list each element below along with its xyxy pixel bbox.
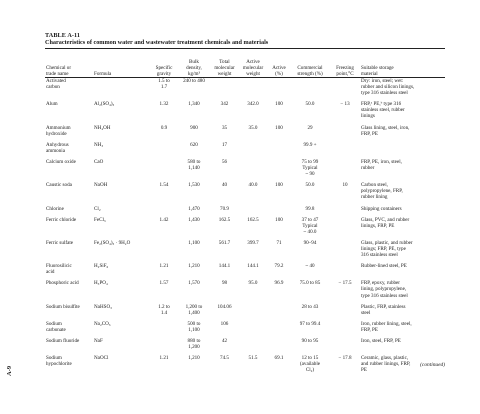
cell-commercial-strength: 97 to 99.4 <box>299 320 321 327</box>
cell-specific-gravity: 1.21 <box>159 355 169 362</box>
cell-storage-material: FRP, epoxy, rubber lining, polypropylene, type 316 stainless steel <box>361 280 408 299</box>
cell-storage-material: Dry: iron, steel; wet: rubber and silicon linings, type 316 stainless steel <box>361 78 415 97</box>
cell-specific-gravity: 1.57 <box>159 280 169 287</box>
cell-formula: Na₂CO₃ <box>94 320 111 327</box>
col-header-commercial-strength: Commercial strength (%) <box>297 64 323 77</box>
cell-chemical: Alum <box>46 101 58 108</box>
cell-formula: NH₃ <box>94 141 104 148</box>
cell-bulk-density: 1,210 <box>188 263 200 270</box>
cell-total-mw: 98 <box>221 280 228 287</box>
top-rule <box>45 48 445 49</box>
table-body <box>45 78 445 378</box>
table-row <box>45 338 445 355</box>
cell-active-pct: 100 <box>275 182 283 189</box>
cell-total-mw: 17 <box>221 141 228 148</box>
col-header-active-mw: Active molecular weight <box>242 58 264 77</box>
cell-storage-material <box>360 142 445 159</box>
cell-total-mw: 74.5 <box>220 355 229 362</box>
cell-bulk-density: 580 to 1,140 <box>187 158 201 172</box>
cell-bulk-density: 900 <box>190 124 198 131</box>
cell-active-mw <box>238 159 268 182</box>
cell-bulk-density: 1,530 <box>188 182 200 189</box>
cell-active-pct: 69.1 <box>274 355 284 362</box>
cell-commercial-strength: 37 to 47 Typical ~ 40.0 <box>301 216 319 235</box>
cell-formula: NaF <box>94 338 103 344</box>
cell-commercial-strength: 12 to 15 (available Cl₂) <box>299 355 321 374</box>
table-row <box>45 142 445 159</box>
cell-bulk-density: 1,430 <box>188 216 200 223</box>
cell-active-pct <box>268 338 290 355</box>
col-header-freezing-point: Freezing point,°C <box>336 64 354 77</box>
col-header-active-pct: Active (%) <box>272 64 286 77</box>
header-row <box>45 50 445 78</box>
cell-active-pct <box>268 142 290 159</box>
cell-storage-material: Rubber-lined steel, PE <box>361 263 407 270</box>
cell-freezing-point <box>330 304 360 321</box>
cell-commercial-strength: 99.8 <box>305 205 315 212</box>
cell-bulk-density: 1,470 <box>188 205 200 212</box>
cell-total-mw: 40 <box>221 182 228 189</box>
cell-freezing-point: − 13 <box>340 101 350 108</box>
cell-storage-material: Shipping containers <box>361 205 402 212</box>
table-row <box>45 304 445 321</box>
cell-formula: NaOH <box>94 182 108 189</box>
cell-total-mw: 144.1 <box>218 263 231 270</box>
cell-active-pct: 100 <box>275 124 283 131</box>
cell-bulk-density: 500 to 1,100 <box>187 320 201 333</box>
cell-active-mw <box>238 78 268 101</box>
table-row <box>45 125 445 142</box>
cell-total-mw: 70.9 <box>220 205 229 212</box>
cell-active-mw <box>238 338 268 355</box>
table-row <box>45 263 445 280</box>
cell-storage-material: Iron, steel, FRP, PE <box>361 338 401 344</box>
cell-storage-material: Glass, PVC, and rubber linings, FRP, PE <box>361 216 410 229</box>
cell-commercial-strength: 75 to 99 Typical ~ 90 <box>301 158 319 178</box>
cell-total-mw: 561.7 <box>218 239 231 246</box>
cell-bulk-density: 240 to 480 <box>183 78 205 84</box>
cell-specific-gravity: 1.5 to 1.7 <box>158 78 170 91</box>
table-row <box>45 217 445 240</box>
cell-specific-gravity <box>151 206 177 217</box>
cell-chemical: Caustic soda <box>46 182 72 189</box>
cell-chemical: Ammonium hydroxide <box>46 124 71 137</box>
cell-specific-gravity <box>151 321 177 338</box>
cell-active-mw: 40.0 <box>248 182 258 189</box>
cell-commercial-strength: 50.0 <box>305 182 315 189</box>
cell-active-mw: 95.0 <box>248 280 258 287</box>
cell-active-pct <box>268 321 290 338</box>
table-row <box>45 78 445 101</box>
cell-formula: Cl₂ <box>94 205 101 212</box>
cell-storage-material: Carbon steel, polypropylene, FRP, rubber lining <box>361 182 403 201</box>
cell-chemical: Phosphoric acid <box>46 280 79 287</box>
cell-total-mw <box>211 78 238 101</box>
cell-total-mw: 42 <box>221 338 228 344</box>
cell-active-pct <box>268 304 290 321</box>
cell-freezing-point: − 17.5 <box>338 280 352 287</box>
cell-specific-gravity: 1.54 <box>159 182 169 189</box>
cell-commercial-strength: 90 to 95 <box>301 338 319 344</box>
cell-freezing-point <box>330 125 360 142</box>
cell-storage-material: FRP,ᵃ PE,ᵇ type 316 stainless steel, rubber linings <box>361 101 405 120</box>
cell-active-mw: 51.5 <box>248 355 258 362</box>
cell-active-mw: 144.1 <box>247 263 259 270</box>
cell-bulk-density: 1,570 <box>188 280 200 287</box>
cell-freezing-point <box>330 263 360 280</box>
cell-formula: Al₂(SO₄)₃ <box>94 101 115 108</box>
cell-active-pct <box>268 206 290 217</box>
cell-active-pct: 100 <box>275 101 283 108</box>
col-header-specific-gravity: Specific gravity <box>155 64 173 77</box>
cell-freezing-point <box>330 338 360 355</box>
cell-chemical: Sodium hypochlorite <box>46 355 72 368</box>
cell-freezing-point: 10 <box>342 182 348 189</box>
cell-storage-material: Glass, plastic, and rubber linings; FRP, PE, type 316 stainless steel <box>361 239 413 259</box>
cell-active-mw: 399.7 <box>247 239 259 246</box>
cell-active-pct: 71 <box>276 239 282 246</box>
cell-active-mw <box>238 321 268 338</box>
table-row <box>45 280 445 303</box>
cell-chemical: Sodium fluoride <box>46 338 80 344</box>
cell-commercial-strength: 29 <box>307 124 313 131</box>
cell-active-mw <box>238 304 268 321</box>
cell-storage-material: Ceramic, glass, plastic, and rubber linings, FRP, PE <box>361 355 411 374</box>
cell-bulk-density: 1,200 to 1,400 <box>185 303 203 316</box>
cell-storage-material: FRP, PE, iron, steel, rubber <box>361 158 402 172</box>
cell-active-pct <box>268 159 290 182</box>
cell-bulk-density: 880 to 1,200 <box>187 338 201 351</box>
cell-specific-gravity <box>151 159 177 182</box>
cell-total-mw: 106 <box>220 320 229 327</box>
cell-commercial-strength: 50.0 <box>305 101 315 108</box>
cell-formula: H₃PO₄ <box>94 280 108 287</box>
cell-freezing-point <box>330 206 360 217</box>
cell-chemical: Activated carbon <box>46 78 66 91</box>
cell-chemical: Fluorosilicic acid <box>46 263 72 276</box>
cell-formula: Fe₂(SO₄)₃ · 9H₂O <box>94 239 131 246</box>
cell-active-mw <box>238 206 268 217</box>
cell-commercial-strength: 28 to 43 <box>301 303 319 310</box>
cell-active-mw <box>238 142 268 159</box>
cell-bulk-density: 1,100 <box>188 239 200 246</box>
cell-active-mw: 162.5 <box>247 216 259 223</box>
continued-note: (continued) <box>420 362 445 368</box>
cell-chemical: Ferric chloride <box>46 216 77 223</box>
cell-specific-gravity: 1.32 <box>159 101 169 108</box>
cell-active-pct: 96.9 <box>274 280 284 287</box>
table-caption: Characteristics of common water and wastewater treatment chemicals and materials <box>45 39 269 46</box>
cell-specific-gravity: 0.9 <box>160 124 168 131</box>
cell-specific-gravity: 1.42 <box>159 216 169 223</box>
cell-freezing-point <box>330 142 360 159</box>
cell-chemical: Sodium bisulfite <box>46 303 80 310</box>
cell-specific-gravity: 1.21 <box>159 263 169 270</box>
cell-active-mw: 342.0 <box>247 101 259 108</box>
cell-commercial-strength: 75.0 to 85 <box>299 280 321 287</box>
cell-chemical: Ferric sulfate <box>46 239 74 246</box>
cell-freezing-point <box>330 321 360 338</box>
chemicals-table <box>45 50 445 378</box>
cell-chemical: Chlorine <box>46 205 64 212</box>
cell-total-mw: 104.06 <box>217 303 232 310</box>
cell-commercial-strength: ~ 40 <box>305 263 315 270</box>
cell-formula: CaO <box>94 158 104 165</box>
cell-storage-material: Iron, rubber lining, steel, FRP, PE <box>361 320 412 333</box>
cell-freezing-point <box>330 78 360 101</box>
cell-formula <box>93 78 151 101</box>
cell-active-pct <box>268 78 290 101</box>
cell-bulk-density: 620 <box>190 141 198 148</box>
cell-specific-gravity <box>151 240 177 263</box>
col-header-storage-material: Suitable storage material <box>361 64 394 77</box>
cell-commercial-strength: 99.9 + <box>303 141 317 148</box>
cell-chemical: Anhydrous ammonia <box>46 141 69 154</box>
cell-chemical: Calcium oxide <box>46 158 76 165</box>
cell-freezing-point <box>330 240 360 263</box>
table-row <box>45 206 445 217</box>
table-label: TABLE A-11 <box>45 32 81 39</box>
cell-active-pct: 100 <box>275 216 283 223</box>
cell-total-mw: 35 <box>221 124 228 131</box>
cell-specific-gravity: 1.2 to 1.4 <box>158 303 170 316</box>
cell-formula: NaHSO₃ <box>94 303 112 310</box>
cell-bulk-density: 1,210 <box>188 355 200 362</box>
cell-storage-material: Glass lining, steel, iron, FRP, PE <box>361 124 410 137</box>
table-row <box>45 321 445 338</box>
col-header-chemical: Chemical or trade name <box>46 64 72 77</box>
table-row <box>45 182 445 205</box>
cell-total-mw: 162.5 <box>218 216 231 223</box>
col-header-bulk-density: Bulk density, kg/m³ <box>186 58 202 77</box>
cell-formula: H₂SiF₆ <box>94 263 109 270</box>
cell-total-mw: 342 <box>220 101 229 108</box>
table-row <box>45 101 445 124</box>
table-row <box>45 159 445 182</box>
cell-active-mw: 35.0 <box>248 124 258 131</box>
cell-specific-gravity <box>151 338 177 355</box>
cell-freezing-point <box>330 159 360 182</box>
cell-commercial-strength: 90–94 <box>303 239 317 246</box>
cell-chemical: Sodium carbonate <box>46 320 66 333</box>
col-header-total-mw: Total molecular weight <box>214 58 235 77</box>
cell-formula: NaOCl <box>94 355 109 362</box>
cell-total-mw: 56 <box>221 158 228 165</box>
table-row <box>45 355 445 378</box>
col-header-formula: Formula <box>94 70 112 77</box>
table-row <box>45 240 445 263</box>
cell-formula: NH₄OH <box>94 124 111 131</box>
cell-freezing-point: − 17.8 <box>338 355 352 362</box>
cell-bulk-density: 1,340 <box>188 101 200 108</box>
page-number: A-9 <box>6 365 13 376</box>
cell-formula: FeCl₃ <box>94 216 106 223</box>
cell-storage-material: Plastic, FRP, stainless steel <box>361 303 406 316</box>
cell-active-pct: 79.2 <box>274 263 284 270</box>
cell-commercial-strength <box>290 78 330 101</box>
cell-specific-gravity <box>151 142 177 159</box>
cell-freezing-point <box>330 217 360 240</box>
